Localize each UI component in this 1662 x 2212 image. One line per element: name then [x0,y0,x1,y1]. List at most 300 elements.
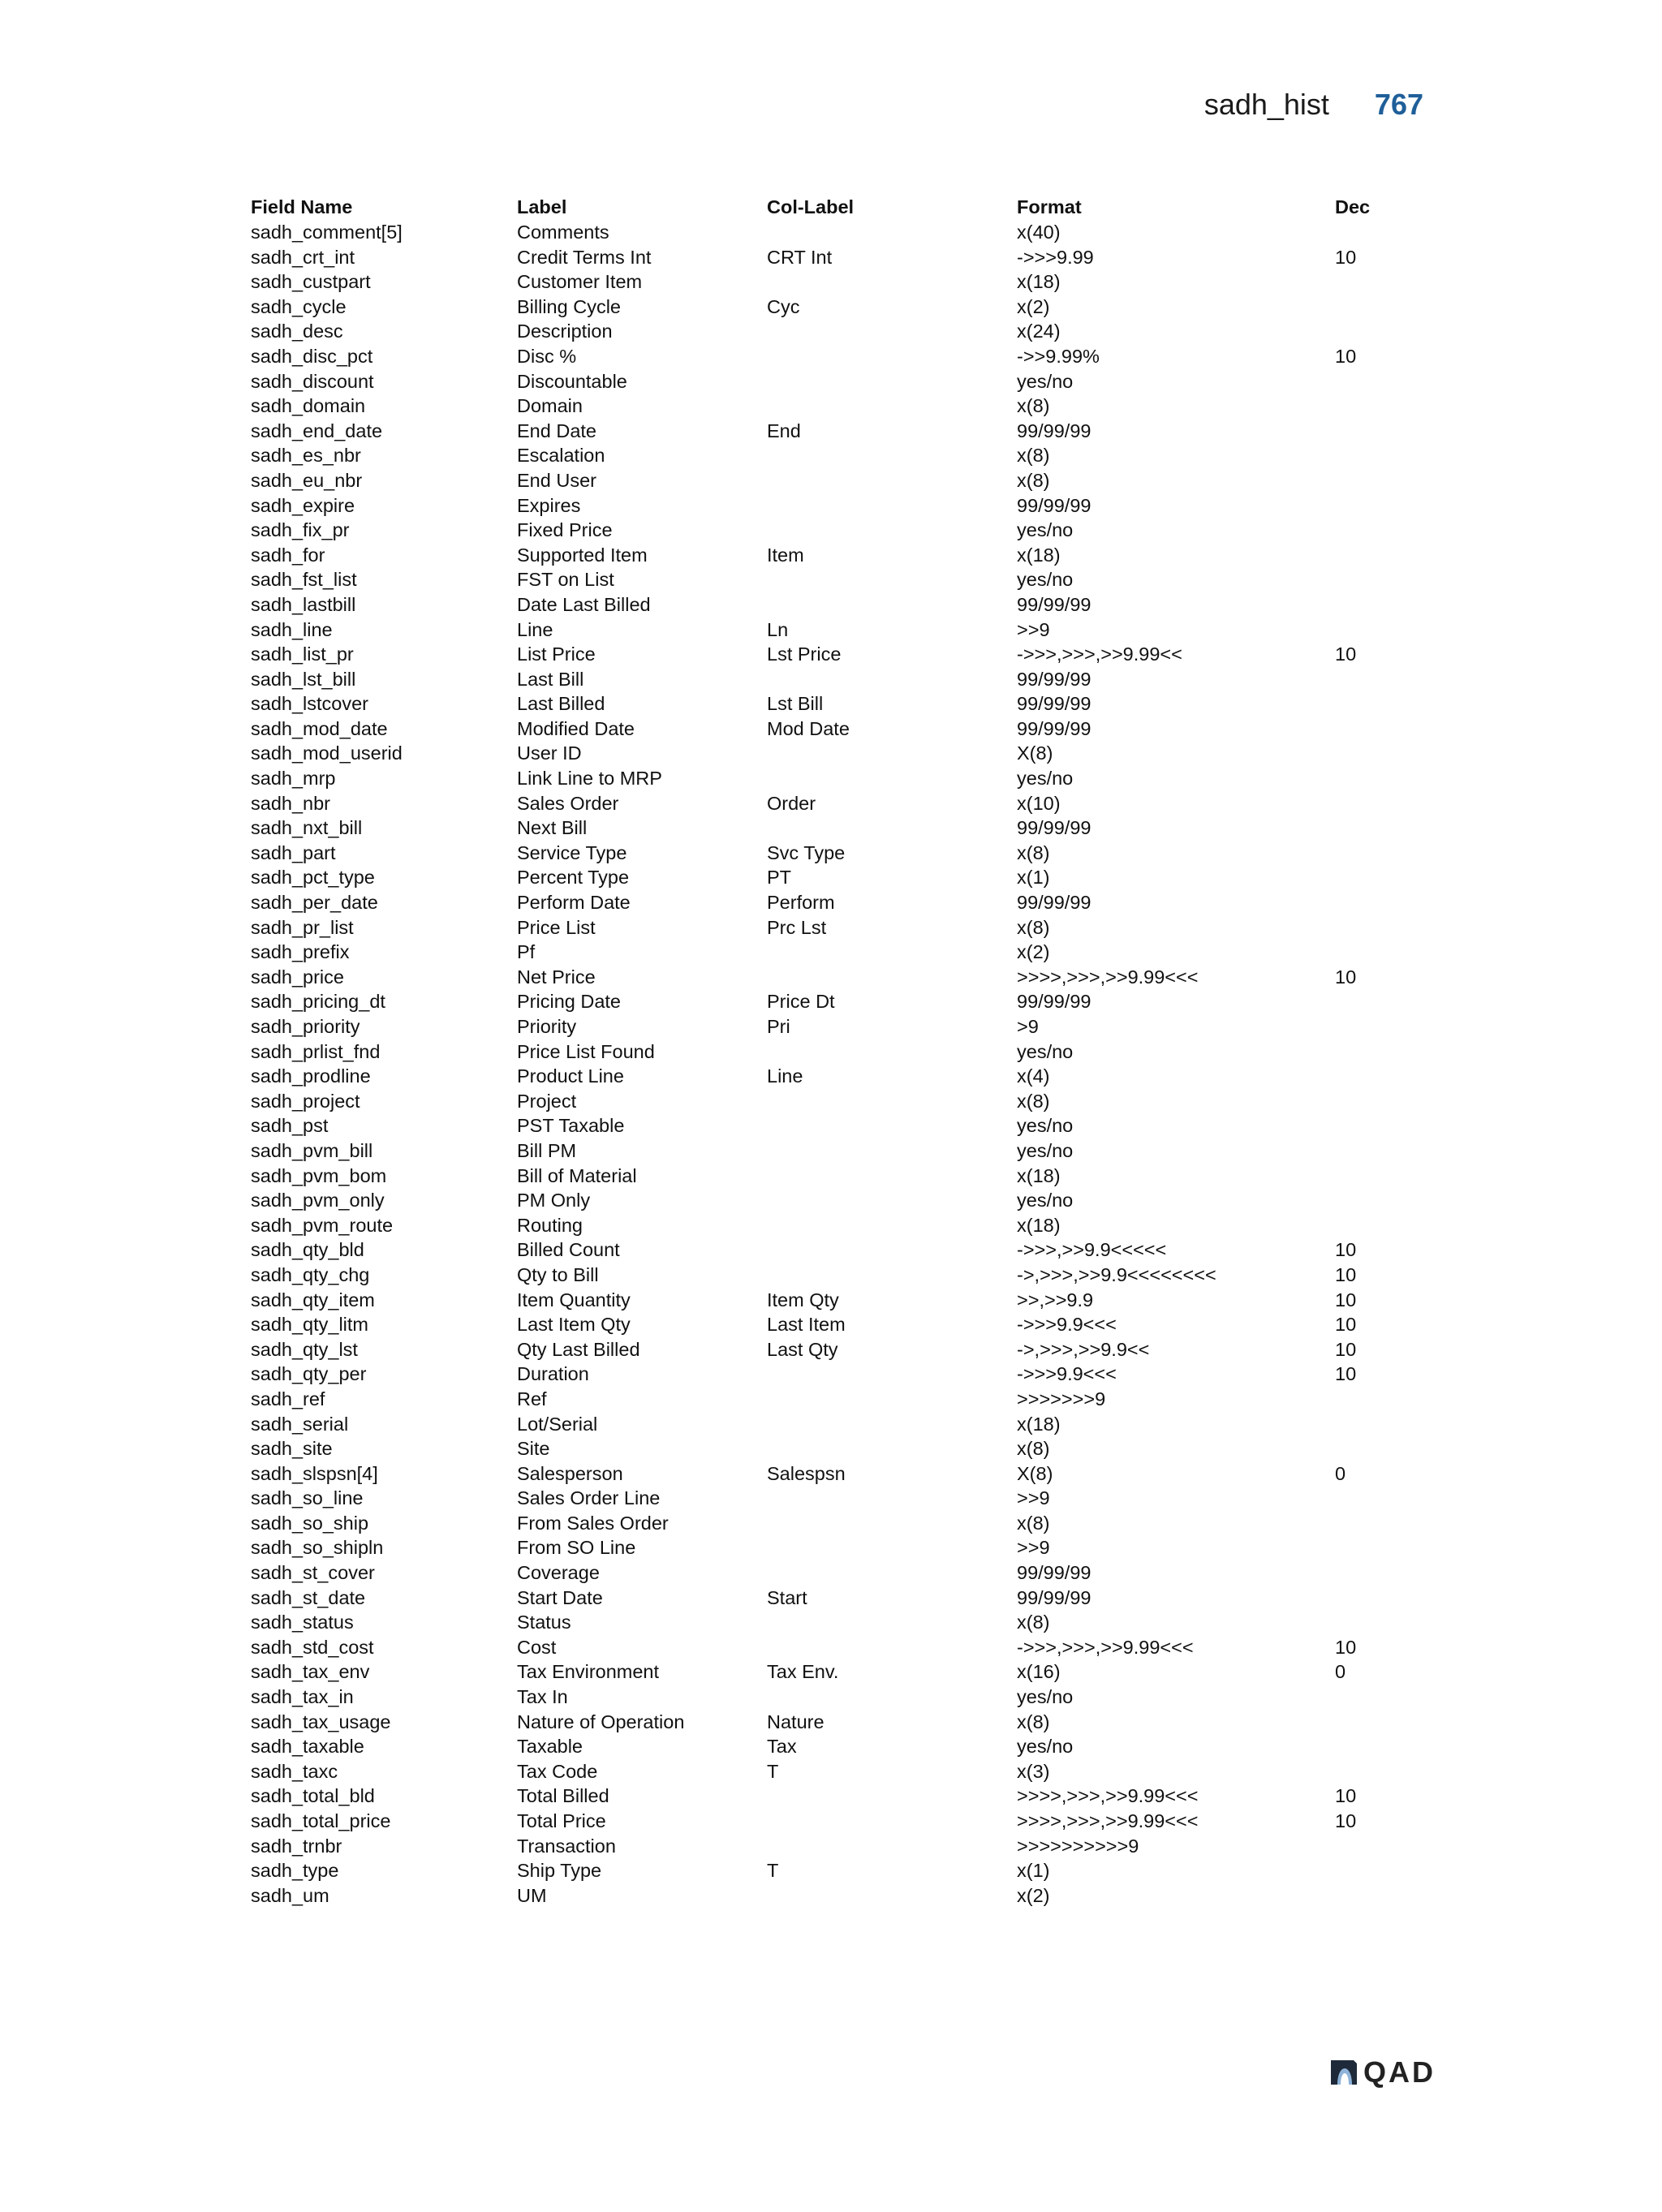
col-label-cell [767,592,1017,618]
dec-cell [1335,1834,1432,1859]
table-row [251,1809,1432,1834]
label-cell: Qty to Bill [517,1263,599,1285]
col-label-cell [767,319,1017,344]
table-row [251,1113,1432,1138]
field-name-cell: sadh_priority [251,1016,360,1037]
col-label-cell [767,1834,1017,1859]
label-cell: Nature of Operation [517,1711,685,1732]
col-label-cell [767,667,1017,692]
field-name-cell: sadh_lstcover [251,693,368,715]
label-cell: Tax Environment [517,1661,660,1683]
table-row [251,1834,1432,1859]
label-cell: Lot/Serial [517,1413,598,1435]
column-header-dec: Dec [1335,196,1371,217]
col-label-cell: Start [767,1586,807,1608]
dec-cell: 10 [1335,1810,1357,1831]
table-row [251,543,1432,568]
col-label-cell [767,1362,1017,1387]
format-cell: >>9 [1017,1537,1050,1559]
label-cell: Cost [517,1636,557,1658]
label-cell: FST on List [517,569,614,591]
field-name-cell: sadh_tax_in [251,1686,354,1708]
label-cell: Ship Type [517,1860,602,1882]
label-cell: Start Date [517,1586,603,1608]
col-label-cell: End [767,420,801,441]
format-cell: >9 [1017,1016,1039,1037]
label-cell: Duration [517,1363,589,1385]
table-row [251,791,1432,816]
column-header-field-name: Field Name [251,196,353,217]
label-cell: Last Item Qty [517,1314,631,1336]
field-name-cell: sadh_fst_list [251,569,357,591]
field-name-cell: sadh_taxc [251,1760,338,1782]
table-row [251,865,1432,890]
table-row [251,1362,1432,1387]
label-cell: Percent Type [517,867,630,889]
table-header-row [251,195,1432,220]
dec-cell [1335,1064,1432,1089]
table-row [251,269,1432,295]
col-label-cell [767,1089,1017,1114]
format-cell: x(10) [1017,792,1061,814]
field-name-cell: sadh_prodline [251,1065,371,1087]
dec-cell [1335,989,1432,1014]
label-cell: List Price [517,643,596,665]
table-row [251,394,1432,419]
col-label-cell [767,940,1017,965]
col-label-cell [767,1685,1017,1710]
label-cell: Fixed Price [517,519,613,541]
format-cell: yes/no [1017,1190,1074,1211]
label-cell: Escalation [517,445,605,467]
table-row [251,1586,1432,1611]
dec-cell [1335,419,1432,444]
dec-cell [1335,1586,1432,1611]
table-row [251,1337,1432,1362]
label-cell: Sales Order Line [517,1487,661,1509]
table-row [251,915,1432,940]
field-name-cell: sadh_end_date [251,420,383,441]
table-row [251,989,1432,1014]
field-name-cell: sadh_qty_bld [251,1239,364,1261]
col-label-cell [767,1387,1017,1412]
field-name-cell: sadh_for [251,544,325,566]
col-label-cell [767,1138,1017,1164]
col-label-cell: Nature [767,1711,825,1732]
field-name-cell: sadh_type [251,1860,339,1882]
field-name-cell: sadh_custpart [251,271,371,293]
table-row [251,1883,1432,1909]
format-cell: ->>>,>>>,>>9.99<<< [1017,1636,1194,1658]
table-row [251,493,1432,519]
dec-cell [1335,1138,1432,1164]
label-cell: PM Only [517,1190,591,1211]
table-row [251,766,1432,791]
col-label-cell [767,1486,1017,1511]
col-label-cell: Perform [767,892,835,914]
label-cell: Status [517,1612,571,1633]
dec-cell [1335,1089,1432,1114]
dec-cell [1335,1511,1432,1536]
dec-cell [1335,319,1432,344]
table-row [251,1710,1432,1735]
table-row [251,518,1432,543]
field-name-cell: sadh_mrp [251,768,336,790]
dec-cell [1335,220,1432,245]
dec-cell [1335,717,1432,742]
col-label-cell [767,1113,1017,1138]
page-title: sadh_hist [1203,88,1329,121]
dec-cell [1335,1412,1432,1437]
table-row [251,1412,1432,1437]
label-cell: Pf [517,941,536,963]
col-label-cell: CRT Int [767,246,833,268]
field-name-cell: sadh_pr_list [251,916,354,938]
col-label-cell: Last Item [767,1314,846,1336]
dec-cell [1335,1113,1432,1138]
table-row [251,618,1432,643]
field-name-cell: sadh_nbr [251,792,330,814]
field-name-cell: sadh_total_price [251,1810,391,1831]
col-label-cell: Last Qty [767,1338,838,1360]
dec-cell [1335,1213,1432,1238]
format-cell: 99/99/99 [1017,817,1091,839]
format-cell: >>,>>9.9 [1017,1289,1094,1310]
dec-cell [1335,394,1432,419]
field-name-cell: sadh_lastbill [251,593,356,615]
col-label-cell: Ln [767,618,789,640]
table-row [251,443,1432,468]
table-row [251,691,1432,717]
table-row [251,1312,1432,1337]
label-cell: Coverage [517,1562,600,1584]
dec-cell: 10 [1335,1239,1357,1261]
format-cell: 99/99/99 [1017,1562,1091,1584]
col-label-cell: Prc Lst [767,916,827,938]
dec-cell [1335,691,1432,717]
label-cell: Service Type [517,841,627,863]
format-cell: X(8) [1017,742,1053,764]
field-name-cell: sadh_trnbr [251,1835,342,1857]
format-cell: ->>9.99% [1017,345,1100,367]
format-cell: x(8) [1017,1711,1050,1732]
dec-cell [1335,1685,1432,1710]
dec-cell [1335,592,1432,618]
dec-cell [1335,1560,1432,1586]
label-cell: Priority [517,1016,577,1037]
table-row [251,1511,1432,1536]
col-label-cell: Mod Date [767,717,850,739]
field-name-cell: sadh_part [251,841,336,863]
col-label-cell: PT [767,867,792,889]
page-header [1204,88,1423,122]
dec-cell [1335,1858,1432,1883]
format-cell: yes/no [1017,1040,1074,1062]
table-row [251,1188,1432,1213]
label-cell: Bill PM [517,1139,577,1161]
label-cell: End Date [517,420,596,441]
dec-cell [1335,1039,1432,1065]
col-label-cell [767,369,1017,394]
dec-cell: 0 [1335,1661,1346,1683]
format-cell: yes/no [1017,519,1074,541]
format-cell: x(8) [1017,1438,1050,1460]
table-row [251,841,1432,866]
dec-cell [1335,890,1432,915]
format-cell: x(3) [1017,1760,1050,1782]
dec-cell: 10 [1335,1785,1357,1807]
format-cell: >>>>,>>>,>>9.99<<< [1017,966,1199,988]
table-row [251,1486,1432,1511]
label-cell: Billing Cycle [517,295,621,317]
format-cell: ->>>9.99 [1017,246,1094,268]
label-cell: Pricing Date [517,991,621,1013]
field-name-cell: sadh_pct_type [251,867,375,889]
format-cell: >>>>>>>>>>9 [1017,1835,1139,1857]
label-cell: User ID [517,742,582,764]
col-label-cell [767,1883,1017,1909]
label-cell: Ref [517,1388,547,1409]
field-name-cell: sadh_site [251,1438,333,1460]
col-label-cell: Pri [767,1016,790,1037]
field-name-cell: sadh_ref [251,1388,325,1409]
label-cell: Transaction [517,1835,616,1857]
label-cell: Price List Found [517,1040,655,1062]
col-label-cell: Salespsn [767,1462,846,1484]
format-cell: x(24) [1017,321,1061,342]
table-row [251,1759,1432,1784]
field-name-cell: sadh_lst_bill [251,668,356,690]
field-name-cell: sadh_pvm_bom [251,1164,387,1186]
label-cell: Bill of Material [517,1164,637,1186]
field-name-cell: sadh_slspsn[4] [251,1462,378,1484]
label-cell: Price List [517,916,596,938]
format-cell: yes/no [1017,1686,1074,1708]
field-name-cell: sadh_cycle [251,295,347,317]
format-cell: >>>>,>>>,>>9.99<<< [1017,1810,1199,1831]
field-name-cell: sadh_st_date [251,1586,366,1608]
field-name-cell: sadh_so_ship [251,1512,369,1534]
dec-cell: 10 [1335,966,1357,988]
label-cell: Tax Code [517,1760,598,1782]
label-cell: Site [517,1438,550,1460]
format-cell: ->,>>>,>>9.9<< [1017,1338,1150,1360]
table-row [251,1089,1432,1114]
table-row [251,1734,1432,1759]
field-name-cell: sadh_pricing_dt [251,991,385,1013]
format-cell: x(2) [1017,1884,1050,1906]
table-row [251,642,1432,667]
label-cell: Customer Item [517,271,643,293]
field-name-cell: sadh_qty_item [251,1289,375,1310]
field-name-cell: sadh_line [251,618,333,640]
dec-cell: 10 [1335,1314,1357,1336]
col-label-cell [767,1560,1017,1586]
format-cell: 99/99/99 [1017,668,1091,690]
col-label-cell [767,766,1017,791]
field-name-cell: sadh_comment[5] [251,222,403,243]
col-label-cell [767,493,1017,519]
field-name-cell: sadh_std_cost [251,1636,374,1658]
table-row [251,1535,1432,1560]
format-cell: yes/no [1017,569,1074,591]
col-label-cell: Item Qty [767,1289,839,1310]
format-cell: x(16) [1017,1661,1061,1683]
table-row [251,1039,1432,1065]
dec-cell [1335,865,1432,890]
format-cell: yes/no [1017,1139,1074,1161]
format-cell: ->>>,>>>,>>9.99<< [1017,643,1182,665]
col-label-cell: Tax [767,1736,797,1758]
col-label-cell [767,220,1017,245]
dec-cell: 0 [1335,1462,1346,1484]
format-cell: yes/no [1017,768,1074,790]
field-name-cell: sadh_es_nbr [251,445,361,467]
label-cell: PST Taxable [517,1115,625,1137]
label-cell: Routing [517,1214,583,1236]
col-label-cell: Svc Type [767,841,846,863]
label-cell: UM [517,1884,547,1906]
format-cell: 99/99/99 [1017,717,1091,739]
col-label-cell [767,1412,1017,1437]
dec-cell [1335,518,1432,543]
table-row [251,319,1432,344]
field-name-cell: sadh_prlist_fnd [251,1040,381,1062]
table-row [251,1610,1432,1635]
table-row [251,1237,1432,1263]
field-name-cell: sadh_mod_date [251,717,388,739]
field-name-cell: sadh_st_cover [251,1562,375,1584]
col-label-cell [767,1213,1017,1238]
table-row [251,890,1432,915]
field-name-cell: sadh_pvm_bill [251,1139,373,1161]
qad-logo [1328,2055,1436,2089]
format-cell: X(8) [1017,1462,1053,1484]
col-label-cell [767,1635,1017,1660]
field-name-cell: sadh_mod_userid [251,742,403,764]
field-name-cell: sadh_project [251,1090,360,1112]
dec-cell [1335,468,1432,493]
field-name-cell: sadh_so_line [251,1487,364,1509]
format-cell: 99/99/99 [1017,420,1091,441]
format-cell: 99/99/99 [1017,892,1091,914]
col-label-cell [767,468,1017,493]
field-name-cell: sadh_price [251,966,344,988]
label-cell: Total Billed [517,1785,609,1807]
format-cell: x(8) [1017,469,1050,491]
table-row [251,1659,1432,1685]
table-row [251,1635,1432,1660]
dec-cell [1335,1883,1432,1909]
format-cell: x(1) [1017,867,1050,889]
field-name-cell: sadh_domain [251,395,366,417]
field-name-cell: sadh_pvm_route [251,1214,394,1236]
format-cell: x(4) [1017,1065,1050,1087]
label-cell: Supported Item [517,544,648,566]
format-cell: x(8) [1017,841,1050,863]
table-row [251,1014,1432,1039]
field-name-cell: sadh_list_pr [251,643,354,665]
format-cell: >>>>,>>>,>>9.99<<< [1017,1785,1199,1807]
dec-cell [1335,567,1432,592]
table-body [251,220,1432,1908]
col-label-cell: T [767,1760,779,1782]
label-cell: Next Bill [517,817,588,839]
dec-cell [1335,841,1432,866]
format-cell: 99/99/99 [1017,693,1091,715]
table-row [251,567,1432,592]
table-row [251,1436,1432,1461]
label-cell: Item Quantity [517,1289,631,1310]
format-cell: yes/no [1017,1115,1074,1137]
table-row [251,419,1432,444]
format-cell: >>>>>>>9 [1017,1388,1106,1409]
field-name-cell: sadh_taxable [251,1736,364,1758]
label-cell: Modified Date [517,717,635,739]
dec-cell [1335,1535,1432,1560]
col-label-cell [767,518,1017,543]
label-cell: From Sales Order [517,1512,669,1534]
label-cell: Total Price [517,1810,606,1831]
table-row [251,1164,1432,1189]
label-cell: Discountable [517,370,627,392]
label-cell: End User [517,469,596,491]
col-label-cell: Price Dt [767,991,835,1013]
label-cell: Salesperson [517,1462,623,1484]
column-header-format: Format [1017,196,1082,217]
table-row [251,965,1432,990]
column-header-col-label: Col-Label [767,196,855,217]
table-row [251,1263,1432,1288]
dec-cell [1335,816,1432,841]
field-name-cell: sadh_expire [251,494,355,516]
table-row [251,468,1432,493]
col-label-cell [767,443,1017,468]
table-row [251,667,1432,692]
field-name-cell: sadh_eu_nbr [251,469,363,491]
table-row [251,369,1432,394]
field-name-cell: sadh_tax_env [251,1661,370,1683]
dec-cell: 10 [1335,345,1357,367]
label-cell: Last Bill [517,668,584,690]
dec-cell [1335,443,1432,468]
field-name-cell: sadh_pvm_only [251,1190,385,1211]
format-cell: x(8) [1017,1612,1050,1633]
format-cell: x(8) [1017,445,1050,467]
dec-cell: 10 [1335,1636,1357,1658]
field-name-cell: sadh_disc_pct [251,345,373,367]
table-row [251,1461,1432,1487]
format-cell: 99/99/99 [1017,593,1091,615]
field-name-cell: sadh_qty_litm [251,1314,368,1336]
table-row [251,741,1432,766]
label-cell: Line [517,618,553,640]
field-name-cell: sadh_total_bld [251,1785,375,1807]
col-label-cell [767,269,1017,295]
table-row [251,1858,1432,1883]
label-cell: Tax In [517,1686,568,1708]
col-label-cell: Line [767,1065,803,1087]
col-label-cell [767,1039,1017,1065]
table-row [251,245,1432,270]
dec-cell: 10 [1335,246,1357,268]
table-row [251,220,1432,245]
dec-cell [1335,1164,1432,1189]
field-name-cell: sadh_serial [251,1413,349,1435]
table-row [251,592,1432,618]
field-name-cell: sadh_so_shipln [251,1537,384,1559]
label-cell: Net Price [517,966,596,988]
